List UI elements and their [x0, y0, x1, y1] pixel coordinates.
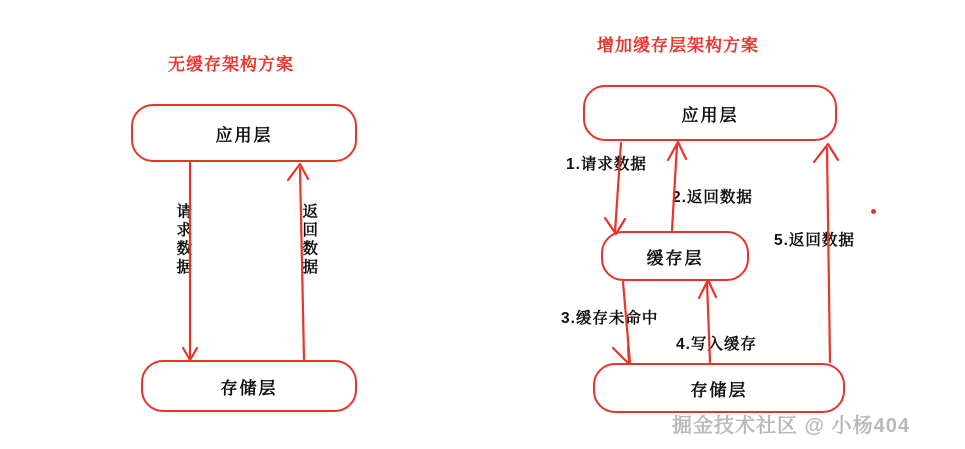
right-diagram-title: 增加缓存层架构方案	[597, 36, 759, 55]
left-node-application-layer: 应用层	[131, 104, 357, 162]
right-edge-label-return-data: 2.返回数据	[672, 189, 753, 206]
left-edge-label-return-data: 返回数据	[300, 203, 318, 277]
left-edge-label-request-data: 请求数据	[174, 203, 192, 277]
left-diagram-title: 无缓存架构方案	[168, 55, 294, 74]
right-node-application-layer: 应用层	[583, 85, 837, 141]
watermark: 掘金技术社区 @ 小杨404	[672, 415, 910, 437]
stray-mark	[871, 209, 876, 214]
right-node-storage-layer: 存储层	[593, 363, 845, 413]
right-edge-label-cache-miss: 3.缓存未命中	[561, 310, 659, 327]
right-node-cache-layer: 缓存层	[601, 231, 749, 281]
right-arrow-return-final	[814, 144, 838, 362]
left-node-storage-layer: 存储层	[141, 360, 357, 412]
right-edge-label-request-data: 1.请求数据	[566, 156, 647, 173]
right-arrow-return-data	[668, 142, 686, 230]
right-edge-label-write-cache: 4.写入缓存	[676, 336, 757, 353]
right-edge-label-return-data-final: 5.返回数据	[774, 232, 855, 249]
